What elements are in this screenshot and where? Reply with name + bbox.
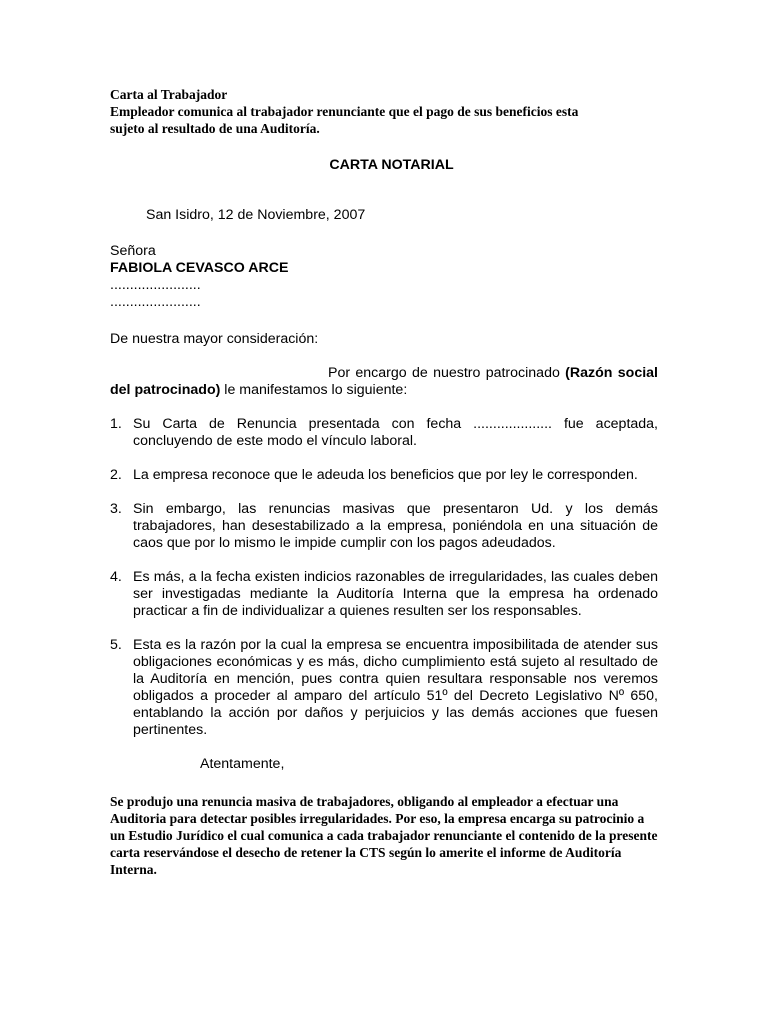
closing: Atentamente, (200, 756, 285, 772)
point-item (110, 569, 658, 620)
intro-paragraph (110, 365, 658, 399)
point-text: La empresa reconoce que le adeuda los beneficios que por ley le corresponden. (133, 467, 638, 483)
greeting: De nuestra mayor consideración: (110, 331, 319, 347)
header-label: Carta al Trabajador (110, 87, 228, 102)
numbered-points (110, 416, 658, 739)
point-text: Esta es la razón por la cual la empresa se encuentra imposibilitada de atender sus obligaciones económicas y es más, dicho cumplimiento está sujeto al resultado de la Auditoría en mención, pues contra quien resultara responsable nos veremos obligados a proceder al amparo del artículo 51º del Decreto Legislativo Nº 650, entablando la acción por daños y perjuicios y las demás acciones que fuesen pertinentes. (133, 637, 658, 738)
addressee-name: FABIOLA CEVASCO ARCE (110, 260, 289, 276)
intro-text-after: le manifestamos lo siguiente: (220, 382, 408, 398)
point-number: 1. (110, 416, 122, 432)
point-item (110, 501, 658, 552)
address-line-1: ....................... (110, 277, 201, 293)
date-line: San Isidro, 12 de Noviembre, 2007 (146, 207, 366, 223)
point-number: 4. (110, 569, 122, 585)
point-number: 3. (110, 501, 122, 517)
point-item (110, 467, 658, 484)
point-item (110, 637, 658, 739)
point-number: 5. (110, 637, 122, 653)
header-summary-line-2: sujeto al resultado de una Auditoría. (110, 121, 320, 136)
intro-text-before: Por encargo de nuestro patrocinado (328, 365, 566, 381)
document-header (110, 86, 658, 137)
address-line-2: ....................... (110, 294, 201, 310)
point-item (110, 416, 658, 450)
letter-title: CARTA NOTARIAL (329, 157, 454, 173)
salutation-label: Señora (110, 243, 156, 259)
explanatory-note: Se produjo una renuncia masiva de trabajadores, obligando al empleador a efectuar una Auditoria para detectar posibles irregularidades. Por eso, la empresa encarga su patrocinio a un Estudio Jurídico el cual comunica a cada trabajador renunciante el contenido de la presente carta reservándose el desecho de retener la CTS según lo amerite el informe de Auditoría Interna. (110, 794, 658, 877)
intro-client-placeholder: (Razón social del patrocinado) (110, 365, 658, 398)
point-text: Su Carta de Renuncia presentada con fecha .................... fue aceptada, concluyendo de este modo el vínculo laboral. (133, 416, 658, 449)
header-summary-line-1: Empleador comunica al trabajador renunciante que el pago de sus beneficios esta (110, 104, 579, 119)
point-text: Sin embargo, las renuncias masivas que presentaron Ud. y los demás trabajadores, han desestabilizado a la empresa, poniéndola en una situación de caos que por lo mismo le impide cumplir con los pagos adeudados. (133, 501, 658, 551)
document-page (110, 86, 658, 878)
point-text: Es más, a la fecha existen indicios razonables de irregularidades, las cuales deben ser investigadas mediante la Auditoría Interna que la empresa ha ordenado practicar a fin de individualizar a quienes resulten ser los responsables. (133, 569, 658, 619)
point-number: 2. (110, 467, 122, 483)
